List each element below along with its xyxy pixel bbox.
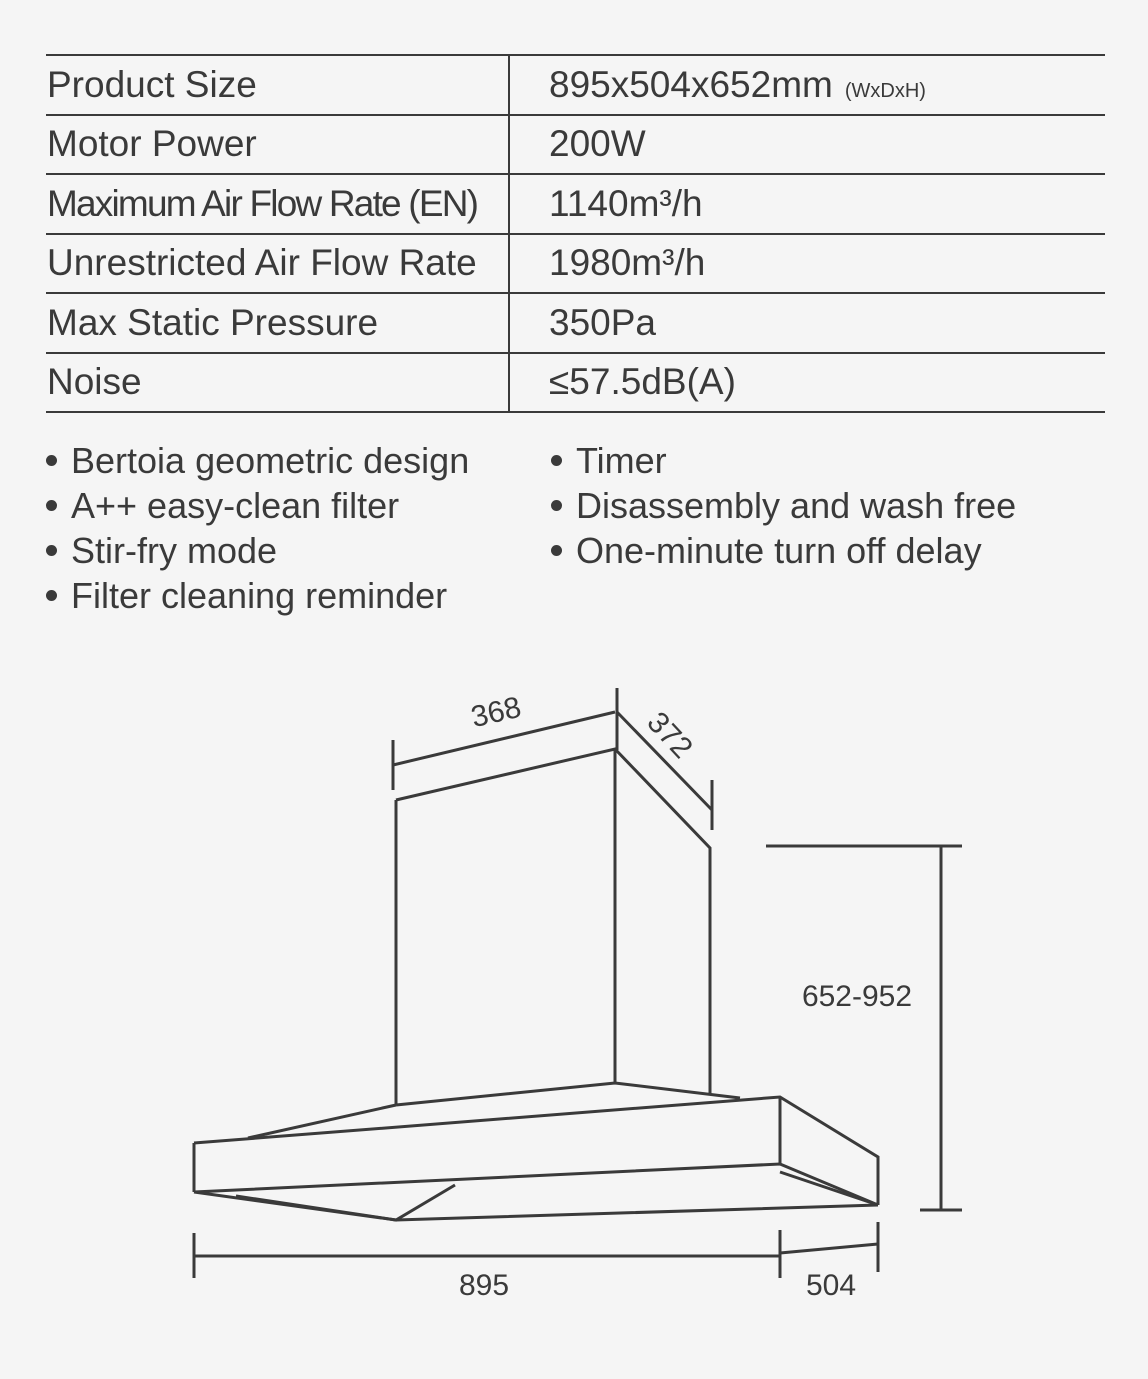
spec-value: 350Pa (549, 301, 656, 343)
dimension-label-depth: 504 (805, 1269, 857, 1302)
feature-text: Filter cleaning reminder (71, 575, 448, 616)
hood-body-outline (194, 1097, 878, 1220)
spec-label: Max Static Pressure (46, 294, 510, 352)
dimension-label-height: 652-952 (801, 980, 913, 1013)
spec-label: Unrestricted Air Flow Rate (46, 235, 510, 293)
spec-unit: (WxDxH) (844, 79, 926, 102)
feature-text: A++ easy-clean filter (71, 485, 400, 526)
spec-label: Noise (46, 354, 510, 412)
feature-text: One-minute turn off delay (576, 530, 982, 571)
dimension-label-chimney-depth: 372 (640, 705, 699, 765)
chimney-outline (396, 749, 740, 1105)
feature-text: Bertoia geometric design (71, 440, 470, 481)
spec-value-text: 895x504x652mm (549, 63, 833, 105)
dimension-label-width: 895 (458, 1269, 510, 1302)
feature-text: Disassembly and wash free (576, 485, 1017, 526)
spec-label: Maximum Air Flow Rate (EN) (46, 175, 510, 233)
feature-text: Stir-fry mode (71, 530, 278, 571)
spec-label: Product Size (46, 56, 510, 114)
feature-text: Timer (576, 440, 667, 481)
spec-label: Motor Power (46, 116, 510, 174)
spec-value: 200W (549, 123, 646, 165)
spec-value: 1140m³/h (549, 182, 703, 224)
spec-value: 1980m³/h (549, 242, 706, 284)
dimension-label-chimney-width: 368 (468, 690, 525, 735)
spec-value: ≤57.5dB(A) (549, 361, 736, 403)
